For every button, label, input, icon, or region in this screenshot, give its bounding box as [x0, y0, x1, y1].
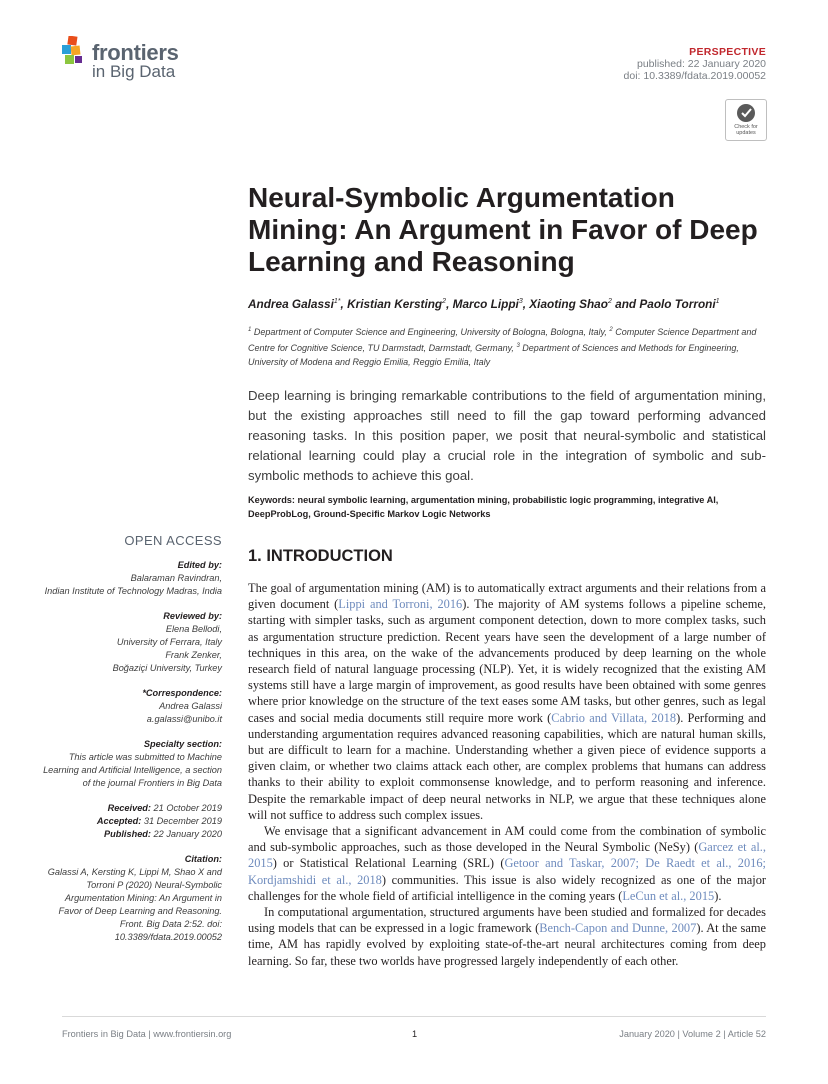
keywords: [248, 493, 766, 521]
article-type: PERSPECTIVE: [689, 46, 766, 58]
received-date: 21 October 2019: [153, 803, 222, 813]
reviewer-name: Frank Zenker,: [165, 650, 222, 660]
affil-sup: 3: [516, 343, 520, 349]
citation-link[interactable]: LeCun et al., 2015: [622, 888, 715, 903]
page-number: 1: [412, 1029, 418, 1039]
check-for-updates-badge[interactable]: [725, 99, 767, 141]
body-text: [248, 580, 766, 969]
author-sup: 3: [518, 298, 523, 306]
text-run: In computational argumentation, structured arguments have been studied and formalized for decades using models that can be expressed in a logic framework (: [248, 905, 766, 936]
editor-name: Balaraman Ravindran,: [130, 573, 222, 583]
text-run: ). At the same time, AM has rapidly evolved by exploiting state-of-the-art neural architectures coming from deep learning. So far, these two worlds have progressed largely independently of each other.: [248, 921, 766, 968]
updates-icon: [726, 101, 766, 125]
keywords-text: neural symbolic learning, argumentation mining, probabilistic logic programming, integrative AI, DeepProbLog, Ground-Specific Markov Logic Networks: [248, 495, 719, 519]
frontiers-logo-icon: [62, 36, 90, 66]
reviewer-name: Elena Bellodi,: [165, 624, 222, 634]
paragraph: [248, 904, 766, 969]
text-run: ).: [714, 888, 722, 903]
affil-sup: 2: [609, 327, 613, 333]
citation-link[interactable]: Lippi and Torroni, 2016: [338, 597, 463, 612]
author-sup: 1: [715, 298, 720, 306]
edited-by-label: Edited by:: [177, 560, 222, 570]
text-run: ) or Statistical Relational Learning (SRL) (: [272, 856, 505, 871]
published-date: published: 22 January 2020: [636, 58, 766, 70]
journal-logo[interactable]: [62, 34, 232, 86]
reviewer-affiliation: Boğaziçi University, Turkey: [112, 663, 222, 673]
keywords-label: Keywords:: [248, 495, 295, 505]
correspondence-label: *Correspondence:: [142, 688, 222, 698]
footer-left[interactable]: Frontiers in Big Data | www.frontiersin.org: [62, 1029, 232, 1039]
footer-right: January 2020 | Volume 2 | Article 52: [619, 1029, 766, 1039]
section-heading: 1. INTRODUCTION: [248, 547, 393, 565]
specialty-label: Specialty section:: [143, 739, 222, 749]
affiliation: Computer Science Department and Centre for Cognitive Science, TU Darmstadt, Darmstadt, Germany,: [248, 327, 757, 353]
dates: [40, 802, 222, 841]
affil-sup: 1: [248, 327, 252, 333]
citation-link[interactable]: Bench-Capon and Dunne, 2007: [539, 921, 697, 936]
article-title: Neural-Symbolic Argumentation Mining: An Argument in Favor of Deep Learning and Reasoning: [248, 182, 758, 277]
citation-link[interactable]: Garcez et al., 2015: [248, 840, 766, 871]
affiliations: [248, 323, 770, 369]
author-name[interactable]: Andrea Galassi: [248, 297, 334, 311]
open-access-label: OPEN ACCESS: [124, 533, 222, 548]
citation-label: Citation:: [184, 854, 222, 864]
specialty-text: This article was submitted to Machine Learning and Artificial Intelligence, a section of the journal Frontiers in Big Data: [43, 752, 222, 788]
sidebar: [40, 534, 222, 944]
author-sup: 2: [607, 298, 612, 306]
abstract: Deep learning is bringing remarkable contributions to the field of argumentation mining, but the existing approaches still need to fill the gap toward performing advanced reasoning tasks. In this position paper, we posit that neural-symbolic and statistical relational learning could play a crucial role in the integration of symbolic and sub-symbolic methods to achieve this goal.: [248, 388, 766, 483]
accepted-label: Accepted:: [96, 816, 142, 826]
article-meta-header: [624, 46, 766, 82]
author-name[interactable]: Kristian Kersting: [347, 297, 443, 311]
doi[interactable]: doi: 10.3389/fdata.2019.00052: [623, 70, 766, 82]
paragraph: [248, 580, 766, 823]
text-run: ). The majority of AM systems follows a pipeline scheme, starting with simpler tasks, such as argument component detection, down to more complex tasks, such as argumentation structure prediction. Recent years have seen the development of a large number of techniques in this area, on the wake of the advancements produced by deep learning on the whole research field of natural language processing (NLP). Yet, it is widely recognized that the existing AM systems still have a large margin of improvement, as good results have been obtained with some genres where prior knowledge on the structure of the text eases some AM tasks, but other genres, such as legal cases and social media documents still require more work (: [248, 597, 766, 725]
footer-rule: [62, 1016, 766, 1017]
received-label: Received:: [107, 803, 151, 813]
reviewed-by-label: Reviewed by:: [163, 611, 222, 621]
logo-wordmark: frontiers: [92, 40, 179, 65]
published-date-sidebar: 22 January 2020: [153, 829, 222, 839]
author-name[interactable]: Paolo Torroni: [639, 297, 716, 311]
author-name[interactable]: Xiaoting Shao: [529, 297, 608, 311]
correspondence-email[interactable]: a.galassi@unibo.it: [146, 714, 222, 724]
reviewer-affiliation: University of Ferrara, Italy: [116, 637, 222, 647]
correspondence-name: Andrea Galassi: [159, 701, 222, 711]
text-run: The goal of argumentation mining (AM) is to automatically extract arguments and their relations from a given document (: [248, 581, 766, 612]
citation-text: Galassi A, Kersting K, Lippi M, Shao X and Torroni P (2020) Neural-Symbolic Argumentation Mining: An Argument in Favor of Deep Learning and Reasoning. Front. Big Data 2:52. doi: 10.3389/fdata.2019.00052: [47, 867, 222, 942]
affiliation: Department of Sciences and Methods for Engineering, University of Modena and Reggio Emilia, Reggio Emilia, Italy: [248, 343, 739, 367]
author-name[interactable]: Marco Lippi: [452, 297, 519, 311]
author-sup: 1*: [333, 298, 341, 306]
editor-affiliation: Indian Institute of Technology Madras, India: [44, 586, 222, 596]
text-run: We envisage that a significant advancement in AM could come from the combination of symbolic and sub-symbolic approaches, such as those developed in the Neural Symbolic (NeSy) (: [248, 824, 766, 855]
text-run: ) communities. This issue is also widely recognized as one of the major challenges for the whole field of artificial intelligence in the coming years (: [248, 872, 767, 903]
paragraph: [248, 823, 766, 904]
text-run: ). Performing and understanding argumentation requires advanced reasoning capabilities, which are natural human skills, but are difficult to learn for a machine. Understanding whether a given piece of evidence supports a given claim, or whether two claims attack each other, are complex problems that humans can address thanks to their ability to exploit commonsense knowledge, and to perform reasoning and inference. Despite the remarkable impact of deep neural networks in NLP, we argue that these techniques alone will not suffice to address such complex issues.: [248, 710, 766, 822]
logo-journal-name: in Big Data: [92, 62, 176, 81]
updates-label: Check for updates: [734, 124, 758, 136]
citation-link[interactable]: Cabrio and Villata, 2018: [551, 710, 677, 725]
published-label: Published:: [104, 829, 151, 839]
author-sup: 2: [442, 298, 447, 306]
affiliation: Department of Computer Science and Engineering, University of Bologna, Bologna, Italy,: [253, 327, 607, 337]
author-list: Andrea Galassi$^{1*}$, Kristian Kersting$^2$, Marco Lippi$^3$, Xiaoting Shao$^2$ and Paolo Torroni$^1$: [248, 297, 720, 311]
citation-link[interactable]: Getoor and Taskar, 2007; De Raedt et al., 2016; Kordjamshidi et al., 2018: [248, 856, 766, 887]
accepted-date: 31 December 2019: [143, 816, 222, 826]
